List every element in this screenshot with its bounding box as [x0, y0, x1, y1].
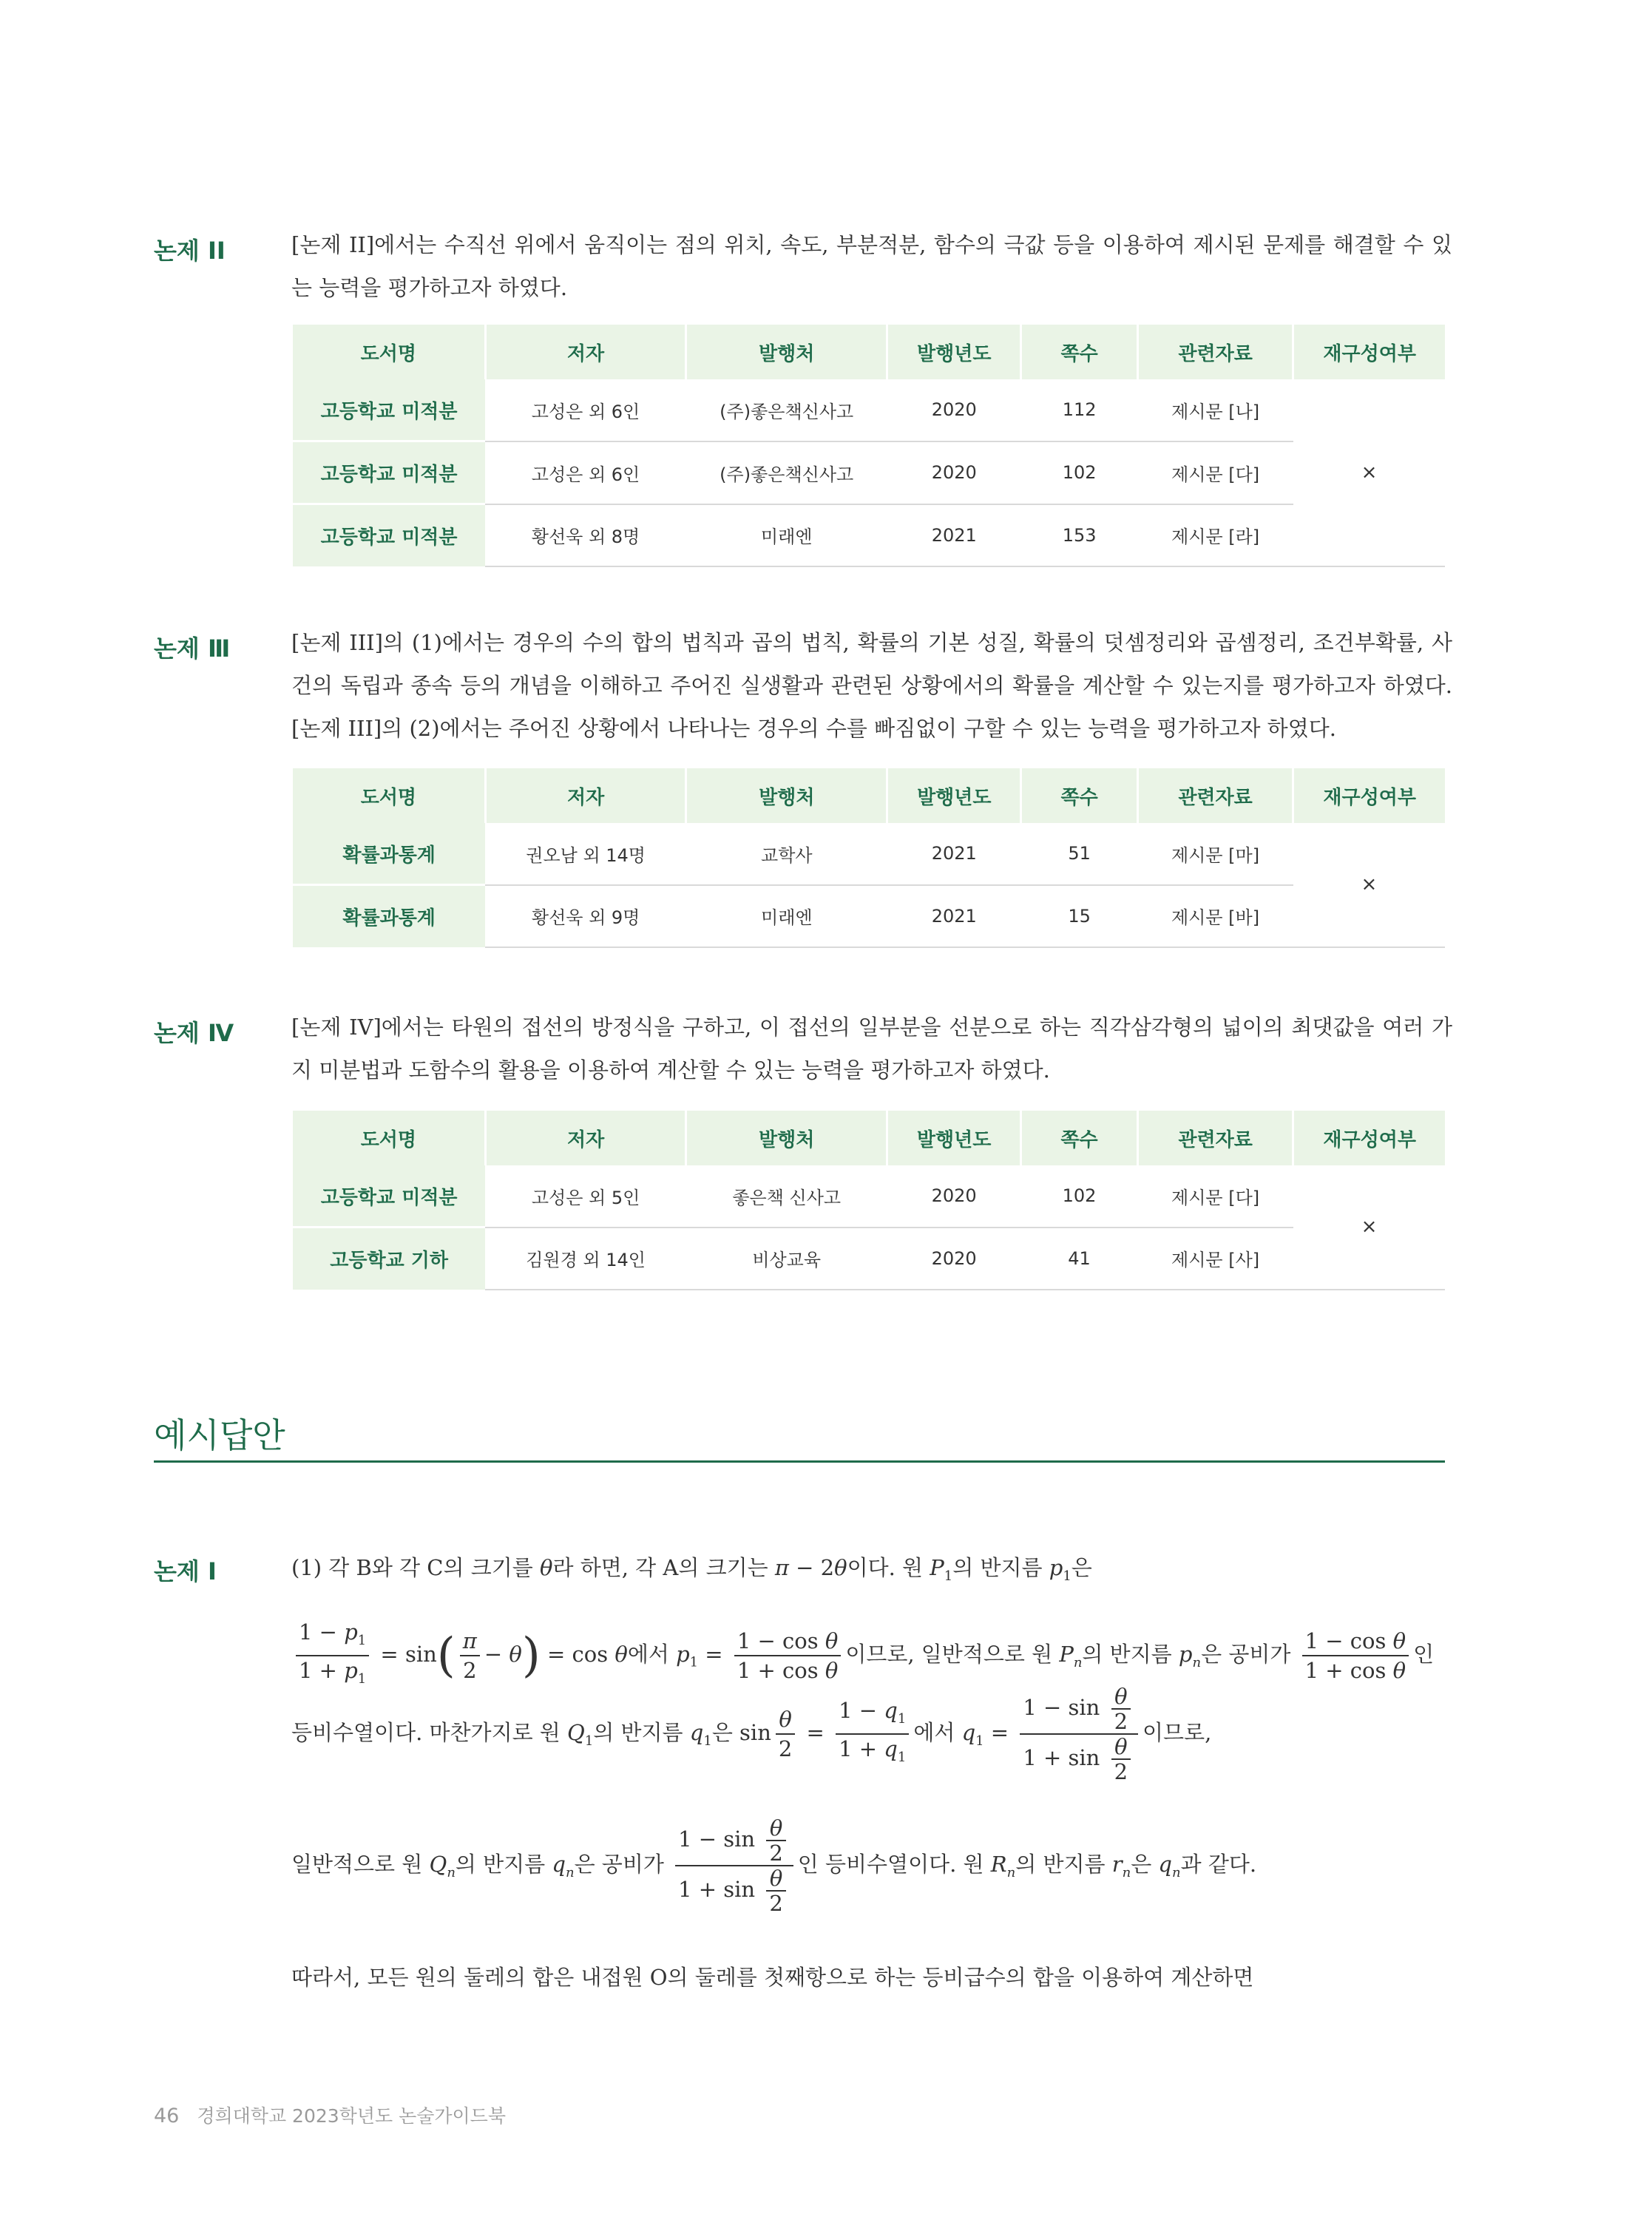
answer-title: 예시답안	[154, 1415, 285, 1455]
cell-author: 황선욱 외 8명	[485, 504, 686, 566]
table-row	[293, 441, 1445, 504]
reference-table-3	[293, 768, 1445, 948]
reference-table-2	[293, 325, 1445, 567]
answer-text: 인 등비수열이다. 원	[797, 1852, 991, 1877]
cell-publisher: 교학사	[686, 823, 887, 885]
table-header-row	[293, 325, 1445, 379]
answer-text: 은	[1071, 1555, 1092, 1580]
header-publisher: 발행처	[686, 325, 887, 379]
cell-author: 황선욱 외 9명	[485, 885, 686, 947]
answer-text: 이므로,	[1142, 1720, 1212, 1745]
formula-fraction: $\frac{\text{1 − cos θ}}{\text{1 + cos θ}}$	[1302, 1627, 1409, 1684]
cell-reconst: ×	[1293, 823, 1445, 947]
cell-material: 제시문 [다]	[1137, 441, 1293, 504]
answer-text: 의 반지름	[455, 1852, 552, 1877]
title-divider	[154, 1460, 1445, 1463]
header-book: 도서명	[293, 325, 485, 379]
cell-publisher: (주)좋은책신사고	[686, 441, 887, 504]
answer-line-4: 일반적으로 원 $Q_n$의 반지름 $q_n$은 공비가 1 − sin $\frac{\theta}{2}$ 1 + sin $\frac{\theta}{2}$ 인 등비수열이다. 원 $R_n$의 반지름 $r_n$은 $q_n$과 같다.	[291, 1815, 1257, 1916]
answer-text: 인	[1413, 1641, 1435, 1667]
cell-publisher: 미래엔	[686, 885, 887, 947]
header-year: 발행년도	[887, 1111, 1021, 1165]
answer-line-3: 등비수열이다. 마찬가지로 원 $Q_1$의 반지름 $q_1$은 sin $\frac{\theta}{2}$ = $\frac{1 - q_1}{1 + q_1}$ 에서 $q_1$ = 1 − sin $\frac{\theta}{2}$ 1 + sin $\frac{\theta}{2}$ 이므로,	[291, 1684, 1212, 1784]
answer-text: 이다. 원	[847, 1555, 930, 1580]
cell-reconst: ×	[1293, 379, 1445, 566]
formula-fraction: $\frac{1 - p_1}{1 + p_1}$	[296, 1618, 369, 1693]
answer-text: 라 하면, 각 A의 크기는	[552, 1555, 775, 1580]
section-label-2: 논제 II	[154, 237, 226, 265]
answer-label-1: 논제 Ⅰ	[154, 1557, 217, 1585]
answer-text: 은	[711, 1720, 740, 1745]
section-description-2: [논제 II]에서는 수직선 위에서 움직이는 점의 위치, 속도, 부분적분, 함수의 극값 등을 이용하여 제시된 문제를 해결할 수 있는 능력을 평가하고자 하였다.	[291, 232, 1452, 300]
cell-material: 제시문 [사]	[1137, 1228, 1293, 1290]
section-label-3: 논제 Ⅲ	[154, 634, 231, 663]
formula-fraction: 1 − sin $\frac{\theta}{2}$ 1 + sin $\frac{\theta}{2}$	[1020, 1684, 1138, 1784]
header-page: 쪽수	[1021, 325, 1137, 379]
header-author: 저자	[485, 325, 686, 379]
cell-publisher: 좋은책 신사고	[686, 1165, 887, 1228]
header-book: 도서명	[293, 1111, 485, 1165]
answer-text: 과 같다.	[1180, 1852, 1257, 1877]
section-label-4: 논제 Ⅳ	[154, 1019, 234, 1047]
reference-table-4	[293, 1111, 1445, 1290]
cell-page: 51	[1021, 823, 1137, 885]
answer-text: 에서	[627, 1641, 677, 1667]
cell-page: 153	[1021, 504, 1137, 566]
cell-publisher: 비상교육	[686, 1228, 887, 1290]
table-row	[293, 885, 1445, 947]
header-publisher: 발행처	[686, 1111, 887, 1165]
header-author: 저자	[485, 1111, 686, 1165]
table-row	[293, 504, 1445, 566]
answer-text: 의 반지름	[1082, 1641, 1179, 1667]
header-page: 쪽수	[1021, 768, 1137, 823]
cell-author: 권오남 외 14명	[485, 823, 686, 885]
answer-text: (1) 각 B와 각 C의 크기를	[291, 1555, 540, 1580]
table-row	[293, 1165, 1445, 1228]
table-row	[293, 379, 1445, 441]
answer-text: 의 반지름	[952, 1555, 1049, 1580]
answer-text: 일반적으로 원	[291, 1852, 430, 1877]
formula-fraction: $\frac{1 - q_1}{1 + q_1}$	[836, 1696, 909, 1772]
cell-author: 고성은 외 6인	[485, 441, 686, 504]
header-book: 도서명	[293, 768, 485, 823]
footer-title: 경희대학교 2023학년도 논술가이드북	[197, 2105, 506, 2127]
cell-reconst: ×	[1293, 1165, 1445, 1290]
cell-author: 고성은 외 5인	[485, 1165, 686, 1228]
cell-author: 김원경 외 14인	[485, 1228, 686, 1290]
table-row	[293, 1228, 1445, 1290]
cell-year: 2020	[887, 1165, 1021, 1228]
answer-line-1: (1) 각 B와 각 C의 크기를 θ라 하면, 각 A의 크기는 π − 2θ이다. 원 $P_1$의 반지름 $p_1$은	[291, 1555, 1092, 1584]
cell-year: 2020	[887, 441, 1021, 504]
answer-text: 에서	[913, 1720, 962, 1745]
answer-line-2: $\frac{1 - p_1}{1 + p_1}$ = sin( $\frac{\pi}{2}$ − θ) = cos θ에서 $p_1$ = $\frac{\text{1 − cos θ}}{\text{1 + cos θ}}$ 이므로, 일반적으로 원 $P_n$의 반지름 $p_n$은 공비가 $\frac{\text{1 − cos θ}}{\text{1 + cos θ}}$ 인	[291, 1618, 1434, 1693]
header-author: 저자	[485, 768, 686, 823]
cell-author: 고성은 외 6인	[485, 379, 686, 441]
cell-material: 제시문 [마]	[1137, 823, 1293, 885]
cell-year: 2021	[887, 823, 1021, 885]
header-reconst: 재구성여부	[1293, 768, 1445, 823]
cell-page: 102	[1021, 1165, 1137, 1228]
header-publisher: 발행처	[686, 768, 887, 823]
header-reconst: 재구성여부	[1293, 1111, 1445, 1165]
cell-book: 확률과통계	[293, 885, 485, 947]
formula-fraction: 1 − sin $\frac{\theta}{2}$ 1 + sin $\frac{\theta}{2}$	[675, 1816, 793, 1915]
cell-material: 제시문 [다]	[1137, 1165, 1293, 1228]
cell-page: 41	[1021, 1228, 1137, 1290]
cell-year: 2021	[887, 885, 1021, 947]
cell-book: 고등학교 미적분	[293, 441, 485, 504]
cell-year: 2020	[887, 379, 1021, 441]
answer-text: 의 반지름	[1015, 1852, 1112, 1877]
header-year: 발행년도	[887, 325, 1021, 379]
section-description-4: [논제 IV]에서는 타원의 접선의 방정식을 구하고, 이 접선의 일부분을 선분으로 하는 직각삼각형의 넓이의 최댓값을 여러 가지 미분법과 도함수의 활용을 이용하여 계산할 수 있는 능력을 평가하고자 하였다.	[291, 1015, 1452, 1083]
cell-page: 102	[1021, 441, 1137, 504]
cell-year: 2021	[887, 504, 1021, 566]
page-number: 46	[154, 2105, 180, 2127]
cell-book: 고등학교 미적분	[293, 379, 485, 441]
header-material: 관련자료	[1137, 1111, 1293, 1165]
answer-line-5: 따라서, 모든 원의 둘레의 합은 내접원 O의 둘레를 첫째항으로 하는 등비급수의 합을 이용하여 계산하면	[291, 1965, 1254, 1990]
table-row	[293, 823, 1445, 885]
cell-publisher: (주)좋은책신사고	[686, 379, 887, 441]
answer-text: 은	[1131, 1852, 1159, 1877]
table-header-row	[293, 768, 1445, 823]
header-year: 발행년도	[887, 768, 1021, 823]
answer-text: 은 공비가	[1201, 1641, 1298, 1667]
section-description-3: [논제 III]의 (1)에서는 경우의 수의 합의 법칙과 곱의 법칙, 확률의 기본 성질, 확률의 덧셈정리와 곱셈정리, 조건부확률, 사건의 독립과 종속 등의 개념을 이해하고 주어진 실생활과 관련된 상황에서의 확률을 계산할 수 있는지를 평가하고자 하였다. [논제 III]의 (2)에서는 주어진 상황에서 나타나는 경우의 수를 빠짐없이 구할 수 있는 능력을 평가하고자 하였다.	[291, 630, 1452, 741]
cell-material: 제시문 [라]	[1137, 504, 1293, 566]
cell-material: 제시문 [바]	[1137, 885, 1293, 947]
answer-text: 은 공비가	[574, 1852, 671, 1877]
cell-book: 고등학교 기하	[293, 1228, 485, 1290]
answer-text: 이므로, 일반적으로 원	[845, 1641, 1060, 1667]
cell-page: 112	[1021, 379, 1137, 441]
cell-page: 15	[1021, 885, 1137, 947]
header-material: 관련자료	[1137, 325, 1293, 379]
cell-material: 제시문 [나]	[1137, 379, 1293, 441]
header-reconst: 재구성여부	[1293, 325, 1445, 379]
answer-text: 등비수열이다. 마찬가지로 원	[291, 1720, 568, 1745]
page-footer	[154, 2102, 506, 2128]
cell-book: 확률과통계	[293, 823, 485, 885]
table-header-row	[293, 1111, 1445, 1165]
cell-book: 고등학교 미적분	[293, 1165, 485, 1228]
formula-fraction: $\frac{\text{1 − cos θ}}{\text{1 + cos θ}}$	[734, 1627, 841, 1684]
header-material: 관련자료	[1137, 768, 1293, 823]
cell-book: 고등학교 미적분	[293, 504, 485, 566]
answer-text: 의 반지름	[593, 1720, 690, 1745]
header-page: 쪽수	[1021, 1111, 1137, 1165]
cell-publisher: 미래엔	[686, 504, 887, 566]
cell-year: 2020	[887, 1228, 1021, 1290]
